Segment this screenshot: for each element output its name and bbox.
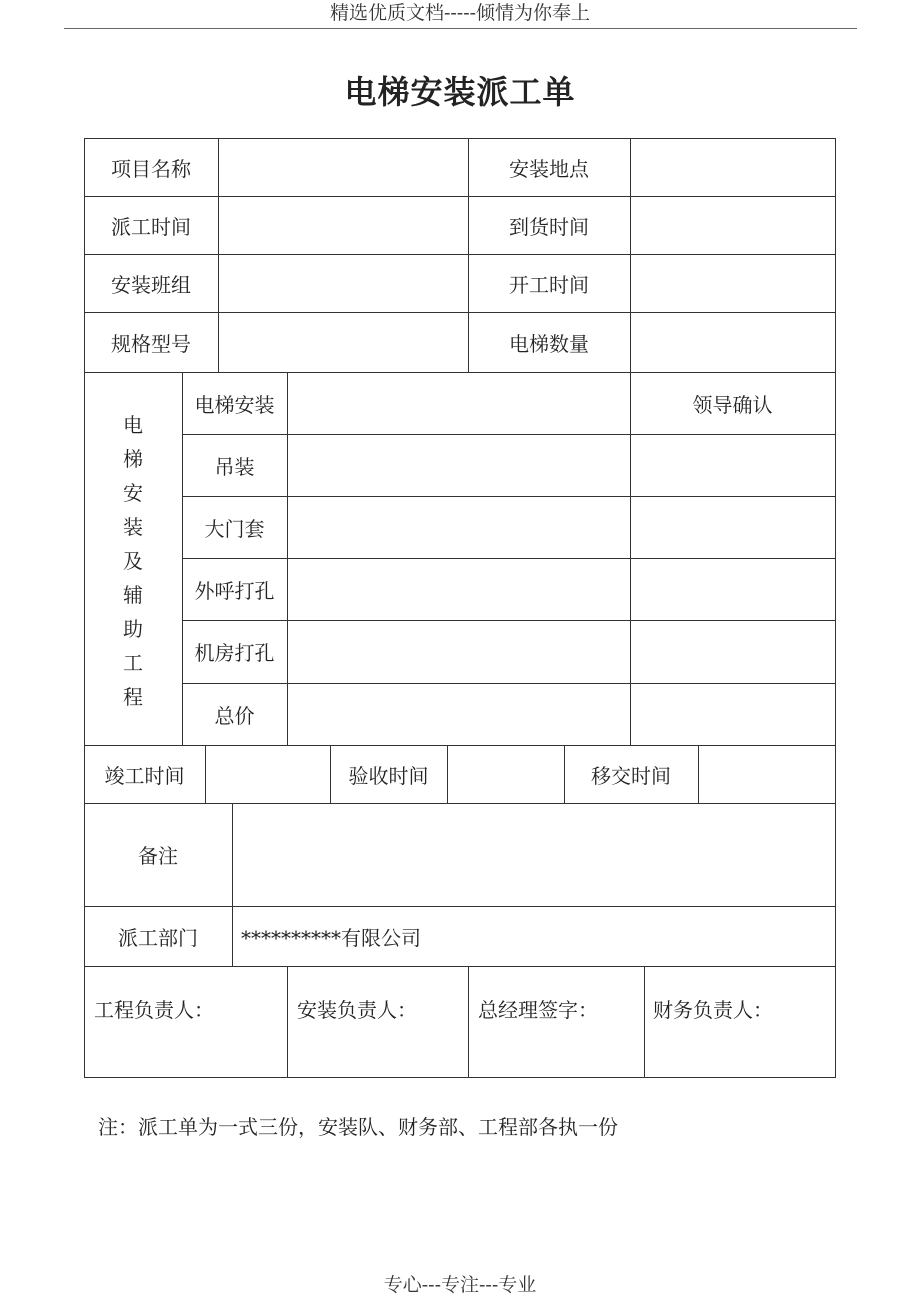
- sign-general-manager: 总经理签字：: [478, 998, 598, 1022]
- form-title: 电梯安装派工单: [344, 73, 576, 111]
- label-remarks: 备注: [138, 844, 178, 868]
- table-border-right: [835, 138, 836, 1077]
- item-door-frame: 大门套: [204, 516, 265, 541]
- col-divider: [205, 745, 206, 803]
- item-elevator-install: 电梯安装: [194, 392, 275, 417]
- label-install-team: 安装班组: [111, 272, 191, 297]
- label-completion-time: 竣工时间: [104, 763, 185, 788]
- section-label-char: 电: [123, 413, 143, 437]
- section-label-char: 安: [123, 481, 143, 505]
- section-label-char: 辅: [123, 583, 143, 607]
- col-divider: [232, 803, 233, 966]
- col-divider: [698, 745, 699, 803]
- sign-finance-lead: 财务负责人：: [653, 998, 773, 1022]
- section-label-char: 装: [123, 515, 143, 539]
- label-elevator-count: 电梯数量: [509, 331, 589, 356]
- col-divider: [644, 966, 645, 1077]
- label-handover-time: 移交时间: [591, 763, 671, 788]
- item-hoisting: 吊装: [214, 454, 255, 479]
- col-divider: [630, 138, 631, 372]
- section-label-char: 助: [123, 617, 143, 641]
- col-divider: [447, 745, 448, 803]
- dispatch-dept-value: **********有限公司: [241, 925, 421, 950]
- item-total-price: 总价: [214, 703, 255, 728]
- label-leader-confirm: 领导确认: [692, 392, 773, 417]
- row-divider: [84, 966, 836, 967]
- section-label-char: 工: [123, 651, 143, 675]
- label-start-time: 开工时间: [509, 272, 589, 297]
- col-divider: [287, 966, 288, 1077]
- item-hall-call-drilling: 外呼打孔: [194, 578, 275, 603]
- col-divider: [287, 372, 288, 745]
- section-label-char: 及: [123, 549, 143, 573]
- label-dispatch-time: 派工时间: [111, 214, 191, 239]
- table-border-bottom: [84, 1077, 836, 1078]
- label-arrival-time: 到货时间: [509, 214, 589, 239]
- section-label-vertical: [84, 408, 182, 714]
- col-divider: [468, 966, 469, 1077]
- label-acceptance-time: 验收时间: [348, 763, 429, 788]
- col-divider: [218, 138, 219, 372]
- section-label-char: 梯: [123, 447, 143, 471]
- label-project-name: 项目名称: [111, 156, 191, 181]
- label-dispatch-dept: 派工部门: [118, 925, 198, 950]
- header-divider: [64, 28, 857, 29]
- page-header: 精选优质文档-----倾情为你奉上: [329, 2, 591, 24]
- label-install-location: 安装地点: [509, 156, 589, 181]
- form-note: 注：派工单为一式三份，安装队、财务部、工程部各执一份: [98, 1115, 618, 1139]
- section-label-char: 程: [123, 685, 143, 709]
- item-machine-room-drilling: 机房打孔: [194, 641, 275, 665]
- sign-project-lead: 工程负责人：: [94, 998, 214, 1022]
- page-footer: 专心---专注---专业: [383, 1274, 537, 1296]
- label-spec-model: 规格型号: [111, 331, 191, 356]
- sign-install-lead: 安装负责人：: [297, 998, 417, 1022]
